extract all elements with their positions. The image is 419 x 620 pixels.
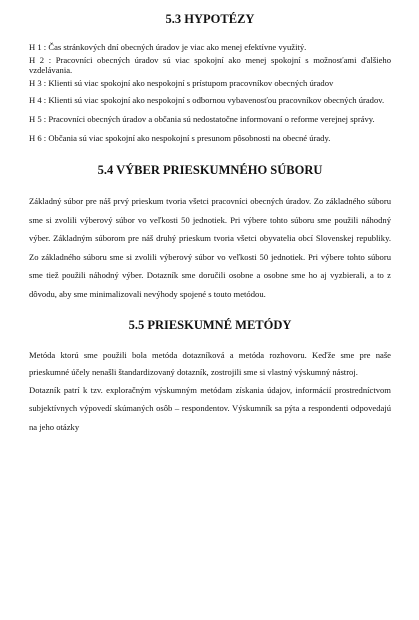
hypotheses-list (29, 42, 391, 147)
hypothesis-5: H 5 : Pracovníci obecných úradov a občania sú nedostatočne informovaní o reforme verejnej správy. (29, 114, 375, 124)
section-heading-methods: 5.5 PRIESKUMNÉ METÓDY (128, 317, 292, 332)
hypothesis-3: H 3 : Klienti sú viac spokojní ako nespokojní s prístupom pracovníkov obecných úradov (29, 78, 334, 88)
sample-paragraph: Základný súbor pre náš prvý prieskum tvoria všetci pracovníci obecných úradov. Zo základného súboru sme si zvolili výberový súbor vo veľkosti 50 jednotiek. Pri výbere tohto súboru sme použili náhodný výber. Základným súborom pre náš druhý prieskum tvoria všetci obyvatelia obcí Slovenskej republiky. Zo základného súboru sme si zvolili výberový súbor vo veľkosti 50 jednotiek. Pri výbere tohto súboru sme tiež použili náhodný výber. Dotazník sme doručili osobne a osobne sme ho aj vyzbierali, a to z dôvodu, aby sme minimalizovali nevýhody spojené s touto metódou. (29, 196, 391, 299)
hypothesis-2: H 2 : Pracovníci obecných úradov sú viac spokojní ako menej spokojní s možnosťami ďalšieho vzdelávania. (29, 55, 391, 75)
methods-paragraph-2: Dotazník patrí k tzv. exploračným výskumným metódam získania údajov, informácií prostredníctvom subjektívnych výpovedí skúmaných osôb – respondentov. Výskumník sa pýta a respondenti odpovedajú na jeho otázky (29, 384, 391, 432)
hypothesis-1: H 1 : Čas stránkových dní obecných úradov je viac ako menej efektívne využitý. (29, 42, 307, 52)
methods-paragraph-1: Metóda ktorú sme použili bola metóda dotazníková a metóda rozhovoru. Keďže sme pre naše prieskumné účely nenašli štandardizovaný dotazník, zostrojili sme si vlastný výskumný nástroj. (29, 349, 391, 377)
section-heading-sample: 5.4 VÝBER PRIESKUMNÉHO SÚBORU (97, 163, 323, 177)
hypothesis-6: H 6 : Občania sú viac spokojní ako nespokojní s presunom pôsobnosti na obecné úrady. (29, 133, 331, 143)
section-heading-hypotheses: 5.3 HYPOTÉZY (165, 12, 255, 26)
hypothesis-4: H 4 : Klienti sú viac spokojní ako nespokojní s odbornou vybavenosťou pracovníkov obecných úradov. (29, 95, 385, 105)
